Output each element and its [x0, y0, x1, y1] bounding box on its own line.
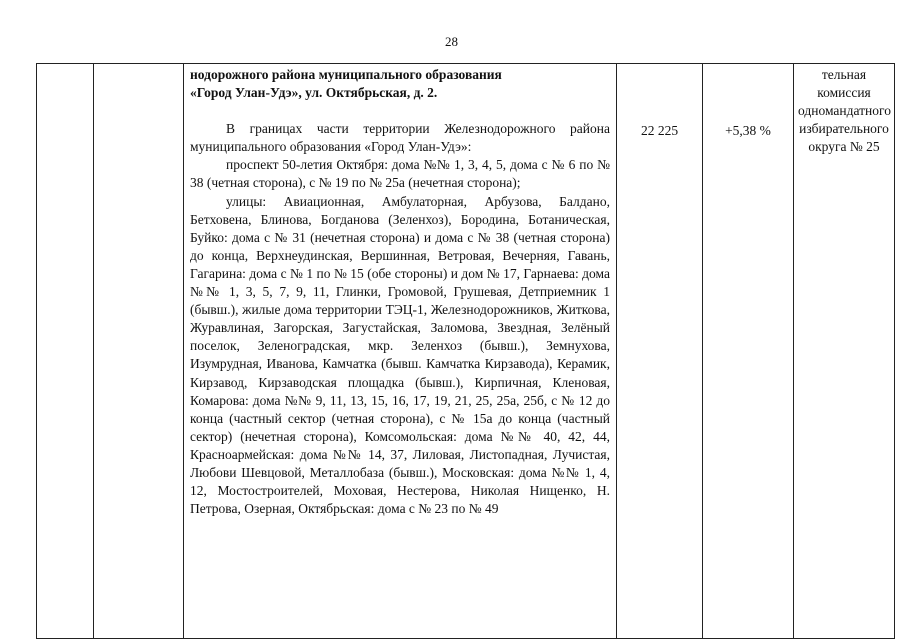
spacer — [190, 102, 610, 120]
cell-district-name — [94, 64, 184, 639]
paragraph-intro: В границах части территории Железнодорожного района муниципального образования «Город Улан-Удэ»: — [190, 121, 610, 155]
cell-voters: 22 225 — [617, 64, 703, 639]
cell-boundaries — [184, 64, 617, 639]
cell-commission: тельная комиссия одномандатного избирательного округа № 25 — [794, 64, 895, 639]
heading-line-2: «Город Улан-Удэ», ул. Октябрьская, д. 2. — [190, 85, 438, 101]
district-table — [36, 63, 895, 639]
paragraph-prospect: проспект 50-летия Октября: дома №№ 1, 3, 4, 5, дома с № 6 по № 38 (четная сторона), с № 19 по № 25а (нечетная сторона); — [190, 157, 610, 191]
paragraph-streets: улицы: Авиационная, Амбулаторная, Арбузова, Балдано, Бетховена, Блинова, Богданова (Зеленхоз), Бородина, Ботаническая, Буйко: дома с № 31 (нечетная сторона) и дома с № 38 (четная сторона) до конца, Верхнеудинская, Вершинная, Ветровая, Вечерняя, Гавань, Гагарина: дома с № 1 по № 15 (обе стороны) и дом № 17, Гарнаева: дома №№ 1, 3, 5, 7, 9, 11, Глинки, Громовой, Грушевая, Детприемник 1 (бывш.), жилые дома территории ТЭЦ-1, Железнодорожников, Житкова, Журавлиная, Загорская, Загустайская, Заломова, Звездная, Зелёный поселок, Зеленоградская, мкр. Зеленхоз (бывш.), Земнухова, Изумрудная, Иванова, Камчатка (бывш. Камчатка Кирзавода), Керамик, Кирзавод, Кирзаводская площадка (бывш.), Кирпичная, Кленовая, Комарова: дома №№ 9, 11, 13, 15, 16, 17, 19, 21, 25, 25а, 25б, с № 12 до конца (частный сектор (четная сторона), с № 15а до конца (частный сектор) (нечетная сторона), Комсомольская: дома №№ 40, 42, 44, Красноармейская: дома №№ 14, 37, Лиловая, Листопадная, Лучистая, Любови Шевцовой, Металлобаза (бывш.), Московская: дома №№ 1, 4, 12, Мостостроителей, Моховая, Нестерова, Николая Нищенко, Н. Петрова, Озерная, Октябрьская: дома с № 23 по № 49 — [190, 193, 610, 517]
cell-index — [37, 64, 94, 639]
table-row — [37, 64, 895, 639]
cell-deviation: +5,38 % — [703, 64, 794, 639]
page-number: 28 — [445, 34, 458, 49]
heading-line-1: нодорожного района муниципального образования — [190, 67, 502, 82]
